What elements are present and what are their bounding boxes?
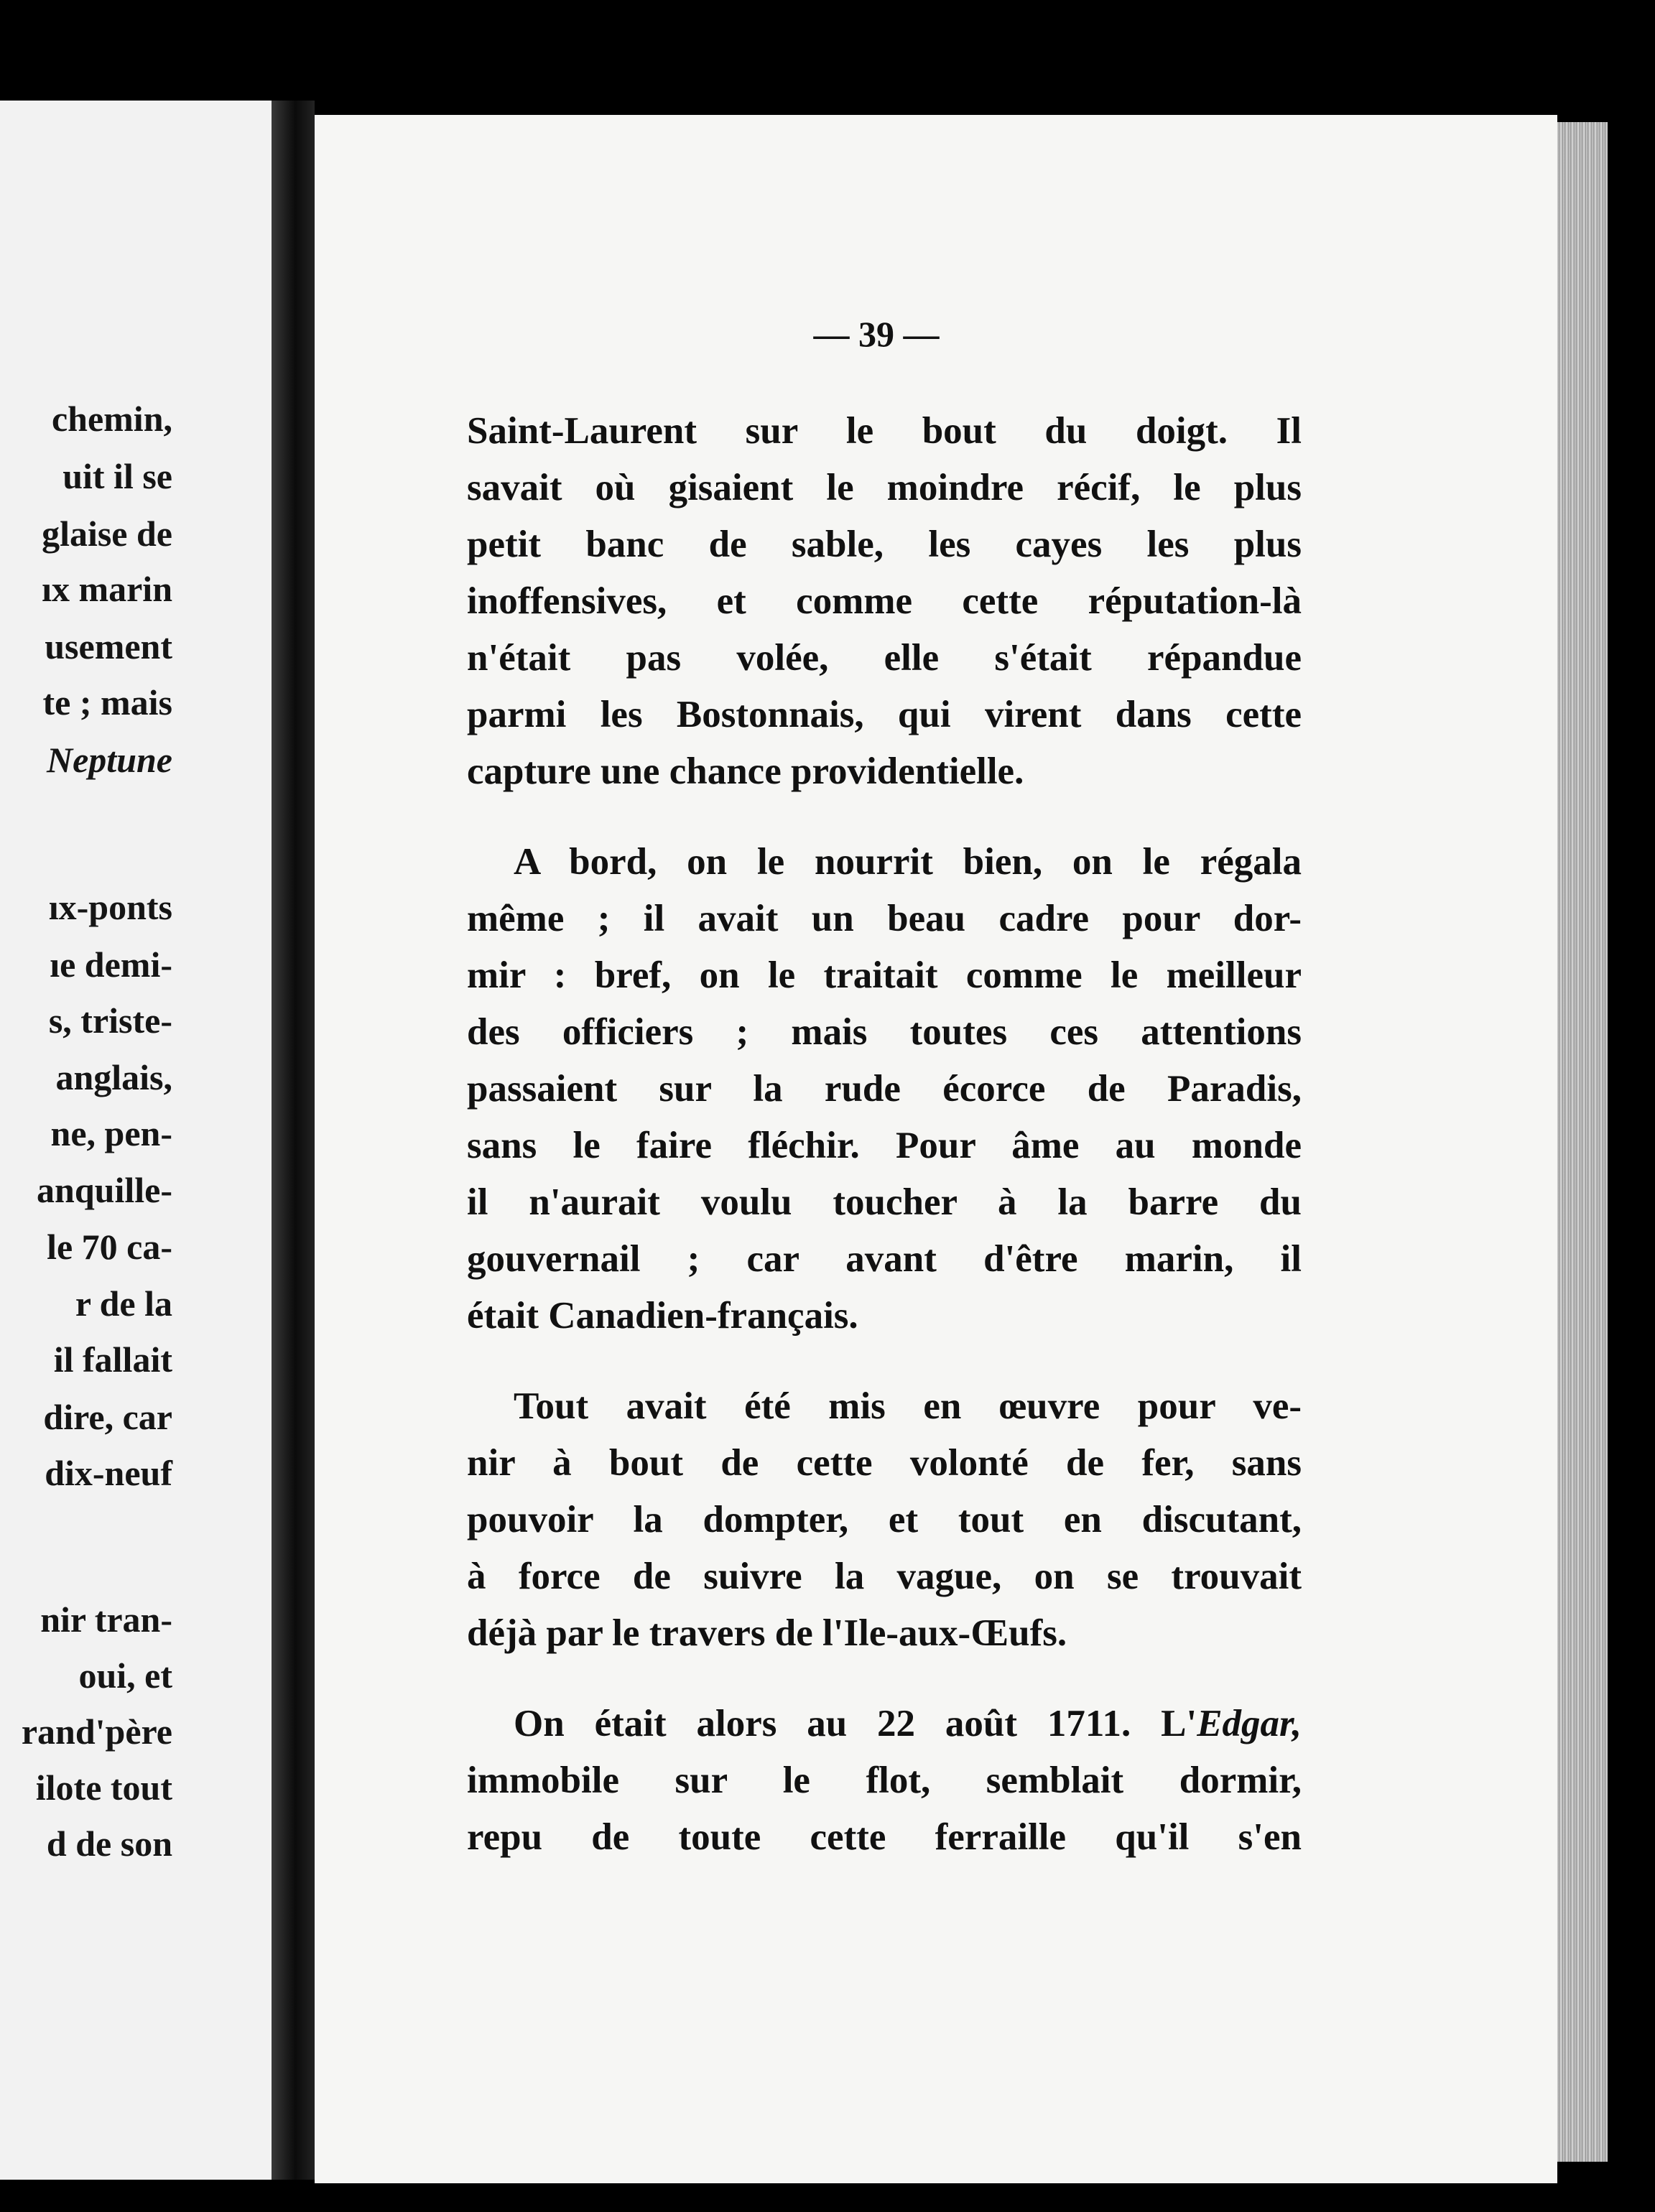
left-line: il fallait [53, 1339, 172, 1380]
text-line: repu de toute cette ferraille qu'il s'en [467, 1816, 1302, 1858]
text-line: mir : bref, on le traitait comme le meilleur [467, 954, 1302, 996]
left-line: chemin, [51, 399, 172, 439]
text-line: était Canadien-français. [467, 1295, 858, 1337]
left-line: dix-neuf [45, 1453, 172, 1493]
left-line: d de son [46, 1823, 172, 1864]
left-line: s, triste- [48, 1000, 172, 1041]
text-line: inoffensives, et comme cette réputation-là [467, 580, 1302, 622]
left-line: glaise de [42, 514, 172, 554]
text-line: même ; il avait un beau cadre pour dor- [467, 898, 1302, 939]
left-line: ilote tout [35, 1767, 172, 1808]
text-line: passaient sur la rude écorce de Paradis, [467, 1068, 1302, 1110]
left-line: rand'père [21, 1711, 172, 1752]
text-line: gouvernail ; car avant d'être marin, il [467, 1238, 1302, 1280]
left-line: Neptune [47, 740, 172, 780]
text-line: nir à bout de cette volonté de fer, sans [467, 1442, 1302, 1484]
text-line: immobile sur le flot, semblait dormir, [467, 1760, 1302, 1801]
text-line: capture une chance providentielle. [467, 750, 1024, 792]
page-edges [1557, 122, 1608, 2162]
left-line: dire, car [43, 1397, 172, 1437]
text-line: sans le faire fléchir. Pour âme au monde [467, 1125, 1302, 1166]
left-line: r de la [75, 1283, 172, 1324]
text-line: n'était pas volée, elle s'était répandue [467, 637, 1302, 679]
left-line: anglais, [55, 1057, 172, 1097]
text-line: savait où gisaient le moindre récif, le plus [467, 467, 1302, 508]
text-line: A bord, on le nourrit bien, on le régala [514, 841, 1302, 883]
text-line: déjà par le travers de l'Ile-aux-Œufs. [467, 1612, 1067, 1654]
left-page-fragment [0, 101, 272, 2180]
text-line: Saint-Laurent sur le bout du doigt. Il [467, 410, 1302, 452]
page-number: — 39 — [813, 314, 940, 354]
text-line: pouvoir la dompter, et tout en discutant, [467, 1499, 1302, 1540]
left-line: ıx marin [42, 569, 172, 609]
left-line: uit il se [62, 456, 172, 496]
left-line: ıe demi- [50, 944, 172, 985]
left-line: anquille- [37, 1170, 172, 1210]
ship-name: Edgar, [1197, 1703, 1302, 1744]
text-line: des officiers ; mais toutes ces attentions [467, 1011, 1302, 1053]
text-line: à force de suivre la vague, on se trouvait [467, 1556, 1302, 1597]
left-line: ne, pen- [50, 1113, 172, 1153]
left-line: ıx-ponts [48, 887, 172, 927]
text-line: Tout avait été mis en œuvre pour ve- [514, 1385, 1302, 1427]
left-line: te ; mais [42, 682, 172, 722]
left-line: nir tran- [40, 1599, 172, 1640]
text-line: petit banc de sable, les cayes les plus [467, 524, 1302, 565]
text-line: parmi les Bostonnais, qui virent dans cette [467, 694, 1302, 735]
left-line: oui, et [78, 1655, 172, 1696]
left-line: le 70 ca- [47, 1227, 172, 1267]
left-line: usement [45, 626, 172, 666]
text-segment: On était alors au 22 août 1711. L' [514, 1703, 1197, 1744]
book-gutter [272, 101, 315, 2180]
text-line [467, 1695, 1302, 1752]
text-line: il n'aurait voulu toucher à la barre du [467, 1181, 1302, 1223]
